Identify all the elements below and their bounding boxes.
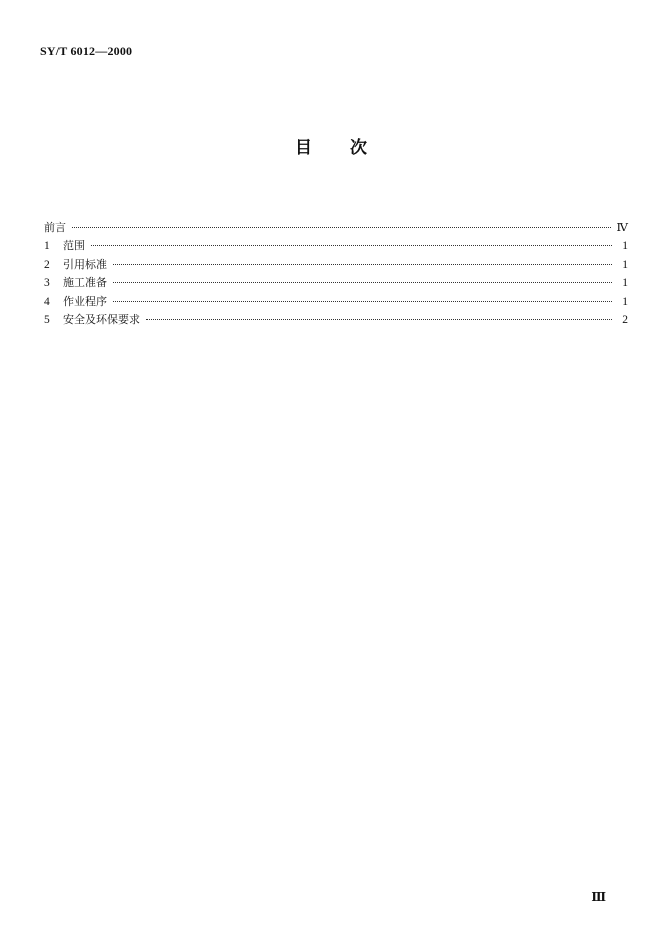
toc-entry-foreword[interactable] [44, 219, 628, 237]
toc-entry-number: 5 [44, 313, 50, 326]
toc-entry-title: 施工准备 [63, 276, 107, 290]
table-of-contents [44, 219, 628, 329]
title-char-2: 次 [350, 138, 367, 158]
toc-entry-scope[interactable] [44, 237, 628, 255]
toc-dot-leader [113, 282, 612, 283]
toc-entry-safety-environmental[interactable] [44, 311, 628, 329]
toc-entry-title: 范围 [63, 239, 85, 253]
toc-dot-leader [91, 245, 612, 246]
toc-entry-number: 4 [44, 295, 50, 308]
toc-entry-number: 3 [44, 277, 50, 290]
toc-page-number: 1 [622, 277, 628, 290]
toc-entry-number: 2 [44, 258, 50, 271]
toc-dot-leader [146, 319, 612, 320]
toc-dot-leader [72, 227, 611, 228]
toc-page-number: 1 [622, 258, 628, 271]
toc-dot-leader [113, 301, 612, 302]
document-code: SY/T 6012—2000 [40, 44, 133, 58]
toc-entry-operating-procedure[interactable] [44, 293, 628, 311]
toc-entry-title: 安全及环保要求 [63, 312, 140, 326]
toc-entry-number: 1 [44, 240, 50, 253]
page-number-footer: Ⅲ [591, 890, 606, 904]
toc-entry-title: 前言 [44, 221, 66, 234]
toc-page-number: 1 [622, 240, 628, 253]
toc-page-number: 1 [622, 295, 628, 308]
page-title [0, 133, 662, 158]
toc-dot-leader [113, 264, 612, 265]
toc-entry-title: 作业程序 [63, 294, 107, 308]
toc-page-number: 2 [622, 313, 628, 326]
toc-page-number: Ⅳ [616, 222, 628, 234]
toc-entry-construction-preparation[interactable] [44, 274, 628, 292]
toc-entry-normative-references[interactable] [44, 256, 628, 274]
toc-entry-title: 引用标准 [63, 257, 107, 271]
title-char-1: 目 [295, 138, 312, 158]
